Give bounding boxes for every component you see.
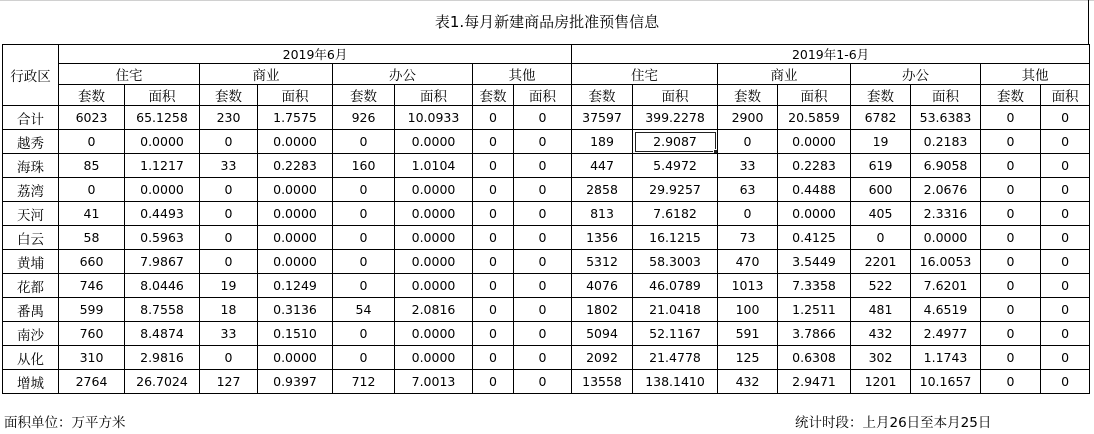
data-cell[interactable]: 138.1410 [633,370,718,394]
data-cell[interactable]: 0 [473,226,514,250]
data-cell[interactable]: 0 [1041,322,1090,346]
data-cell[interactable]: 0 [333,226,395,250]
data-cell[interactable]: 53.6383 [911,106,981,130]
data-cell[interactable]: 0 [473,274,514,298]
data-cell[interactable]: 0 [200,250,258,274]
data-cell[interactable]: 33 [200,322,258,346]
data-cell[interactable]: 0 [473,154,514,178]
data-cell[interactable]: 0.0000 [258,178,333,202]
data-cell[interactable]: 16.1215 [633,226,718,250]
data-cell[interactable]: 0.0000 [778,130,851,154]
table-row [3,202,1090,226]
data-cell[interactable]: 1013 [718,274,778,298]
subheader-count[interactable]: 套数 [718,85,778,106]
data-cell[interactable]: 0 [59,178,125,202]
data-cell[interactable]: 2.0676 [911,178,981,202]
data-cell[interactable]: 0.0000 [125,178,200,202]
data-cell[interactable]: 813 [572,202,633,226]
data-cell[interactable]: 0.2183 [911,130,981,154]
data-cell[interactable]: 0 [514,226,572,250]
data-cell[interactable]: 0 [981,298,1041,322]
data-cell[interactable]: 0 [514,274,572,298]
data-cell[interactable]: 0 [200,130,258,154]
header-category[interactable]: 商业 [200,64,333,85]
fill-handle[interactable] [713,149,718,154]
data-cell[interactable]: 5312 [572,250,633,274]
table-row [3,298,1090,322]
row-region-cell[interactable]: 荔湾 [3,178,59,202]
data-cell[interactable]: 3.7866 [778,322,851,346]
data-cell[interactable]: 2764 [59,370,125,394]
data-cell[interactable]: 13558 [572,370,633,394]
table-row [3,346,1090,370]
data-cell[interactable]: 0.1510 [258,322,333,346]
subheader-count[interactable]: 套数 [473,85,514,106]
data-cell[interactable]: 6.9058 [911,154,981,178]
data-cell[interactable]: 0 [473,298,514,322]
data-cell[interactable]: 1.7575 [258,106,333,130]
header-category[interactable]: 住宅 [59,64,200,85]
data-cell[interactable]: 0.3136 [258,298,333,322]
data-cell[interactable]: 0 [200,178,258,202]
data-cell[interactable]: 189 [572,130,633,154]
data-cell[interactable]: 33 [200,154,258,178]
data-cell[interactable]: 2900 [718,106,778,130]
subheader-count[interactable]: 套数 [851,85,911,106]
data-cell[interactable]: 26.7024 [125,370,200,394]
data-cell[interactable]: 0 [333,130,395,154]
data-cell[interactable]: 405 [851,202,911,226]
data-cell[interactable]: 4076 [572,274,633,298]
data-cell[interactable]: 0 [981,154,1041,178]
column-header-region[interactable]: 行政区 [3,45,59,106]
data-cell[interactable]: 0.9397 [258,370,333,394]
data-cell[interactable]: 6782 [851,106,911,130]
data-cell[interactable]: 0 [981,106,1041,130]
data-cell[interactable]: 481 [851,298,911,322]
data-cell[interactable]: 0 [514,178,572,202]
subheader-area[interactable]: 面积 [514,85,572,106]
data-cell[interactable]: 432 [851,322,911,346]
subheader-area[interactable]: 面积 [911,85,981,106]
data-cell[interactable]: 0 [1041,154,1090,178]
data-cell[interactable]: 619 [851,154,911,178]
footer-unit-note: 面积单位：万平方米 [4,415,126,431]
row-region-cell[interactable]: 越秀 [3,130,59,154]
data-cell[interactable]: 0 [514,106,572,130]
data-cell[interactable]: 0 [473,106,514,130]
data-cell[interactable]: 4.6519 [911,298,981,322]
header-period-1[interactable]: 2019年6月 [59,45,572,64]
data-cell[interactable]: 2.9471 [778,370,851,394]
data-cell[interactable]: 591 [718,322,778,346]
row-region-cell[interactable]: 南沙 [3,322,59,346]
data-cell[interactable]: 0.0000 [395,202,473,226]
data-cell[interactable]: 125 [718,346,778,370]
data-cell[interactable]: 0 [1041,202,1090,226]
data-cell[interactable]: 0 [981,250,1041,274]
data-cell[interactable]: 46.0789 [633,274,718,298]
row-region-cell[interactable]: 天河 [3,202,59,226]
data-cell[interactable]: 926 [333,106,395,130]
header-category[interactable]: 商业 [718,64,851,85]
data-cell[interactable]: 0.0000 [395,274,473,298]
row-region-cell[interactable]: 合计 [3,106,59,130]
data-cell[interactable]: 0.0000 [395,178,473,202]
footer-period-note: 统计时段：上月26日至本月25日 [795,415,992,431]
row-region-cell[interactable]: 从化 [3,346,59,370]
table-row [3,178,1090,202]
data-cell[interactable]: 0 [473,370,514,394]
data-cell[interactable]: 599 [59,298,125,322]
table-row [3,106,1090,130]
data-cell[interactable]: 0.0000 [395,322,473,346]
data-cell[interactable]: 0 [1041,226,1090,250]
header-category[interactable]: 其他 [981,64,1090,85]
data-cell[interactable]: 0 [59,130,125,154]
data-cell[interactable]: 0.0000 [258,250,333,274]
data-cell[interactable]: 0 [1041,274,1090,298]
data-cell[interactable]: 230 [200,106,258,130]
header-row-categories [3,64,1090,85]
data-cell[interactable]: 0 [514,370,572,394]
data-cell[interactable]: 0.0000 [395,226,473,250]
selected-cell[interactable]: 2.9087 [633,130,718,154]
data-cell[interactable]: 0.4488 [778,178,851,202]
data-cell[interactable]: 127 [200,370,258,394]
data-cell[interactable]: 58.3003 [633,250,718,274]
data-cell[interactable]: 6023 [59,106,125,130]
header-row-subheaders [3,85,1090,106]
data-cell[interactable]: 0 [1041,250,1090,274]
data-cell[interactable]: 0 [473,322,514,346]
presale-table [2,44,1090,394]
data-cell[interactable]: 0.1249 [258,274,333,298]
data-cell[interactable]: 1.1743 [911,346,981,370]
subheader-area[interactable]: 面积 [1041,85,1090,106]
data-cell[interactable]: 0 [981,178,1041,202]
table-title: 表1.每月新建商品房批准预售信息 [434,13,660,31]
data-cell[interactable]: 1356 [572,226,633,250]
header-row-periods [3,45,1090,64]
data-cell[interactable]: 0 [514,346,572,370]
data-cell[interactable]: 20.5859 [778,106,851,130]
table-body [3,45,1090,394]
data-cell[interactable]: 0 [981,346,1041,370]
data-cell[interactable]: 0 [514,250,572,274]
data-cell[interactable]: 29.9257 [633,178,718,202]
data-cell[interactable]: 0 [981,226,1041,250]
row-region-cell[interactable]: 番禺 [3,298,59,322]
data-cell[interactable]: 0 [1041,298,1090,322]
data-cell[interactable]: 2201 [851,250,911,274]
data-cell[interactable]: 0 [851,226,911,250]
table-row [3,130,1090,154]
subheader-count[interactable]: 套数 [200,85,258,106]
data-cell[interactable]: 0 [473,178,514,202]
data-cell[interactable]: 63 [718,178,778,202]
data-cell[interactable]: 0 [981,130,1041,154]
data-cell[interactable]: 0 [333,250,395,274]
data-cell[interactable]: 0 [1041,346,1090,370]
data-cell[interactable]: 1201 [851,370,911,394]
data-cell[interactable]: 0.0000 [258,202,333,226]
data-cell[interactable]: 5.4972 [633,154,718,178]
data-cell[interactable]: 8.0446 [125,274,200,298]
data-cell[interactable]: 470 [718,250,778,274]
table-row [3,370,1090,394]
data-cell[interactable]: 0 [514,130,572,154]
data-cell[interactable]: 0 [1041,106,1090,130]
data-cell[interactable]: 0 [200,202,258,226]
table-row [3,274,1090,298]
data-cell[interactable]: 0 [1041,130,1090,154]
data-cell[interactable]: 0 [981,202,1041,226]
data-cell[interactable]: 432 [718,370,778,394]
data-cell[interactable]: 160 [333,154,395,178]
data-cell[interactable]: 746 [59,274,125,298]
data-cell[interactable]: 65.1258 [125,106,200,130]
data-cell[interactable]: 19 [851,130,911,154]
row-region-cell[interactable]: 黄埔 [3,250,59,274]
data-cell[interactable]: 0.0000 [911,226,981,250]
data-cell[interactable]: 1.0104 [395,154,473,178]
data-cell[interactable]: 85 [59,154,125,178]
data-cell[interactable]: 600 [851,178,911,202]
data-cell[interactable]: 3.5449 [778,250,851,274]
data-cell[interactable]: 7.3358 [778,274,851,298]
data-cell[interactable]: 660 [59,250,125,274]
data-cell[interactable]: 0 [718,130,778,154]
header-category[interactable]: 住宅 [572,64,718,85]
data-cell[interactable]: 16.0053 [911,250,981,274]
data-cell[interactable]: 0 [981,370,1041,394]
data-cell[interactable]: 10.1657 [911,370,981,394]
data-cell[interactable]: 18 [200,298,258,322]
table-row [3,154,1090,178]
data-cell[interactable]: 0 [514,298,572,322]
data-cell[interactable]: 1.2511 [778,298,851,322]
data-cell[interactable]: 0.0000 [395,130,473,154]
data-cell[interactable]: 0.4125 [778,226,851,250]
subheader-area[interactable]: 面积 [125,85,200,106]
data-cell[interactable]: 0 [200,226,258,250]
data-cell[interactable]: 37597 [572,106,633,130]
data-cell[interactable]: 7.6182 [633,202,718,226]
subheader-count[interactable]: 套数 [333,85,395,106]
data-cell[interactable]: 7.0013 [395,370,473,394]
data-cell[interactable]: 2.9816 [125,346,200,370]
data-cell[interactable]: 2.4977 [911,322,981,346]
data-cell[interactable]: 33 [718,154,778,178]
data-cell[interactable]: 0 [473,130,514,154]
subheader-count[interactable]: 套数 [981,85,1041,106]
data-cell[interactable]: 522 [851,274,911,298]
header-category[interactable]: 办公 [333,64,473,85]
data-cell[interactable]: 2.3316 [911,202,981,226]
data-cell[interactable]: 0 [333,346,395,370]
data-cell[interactable]: 0.0000 [395,250,473,274]
data-cell[interactable]: 8.4874 [125,322,200,346]
data-cell[interactable]: 712 [333,370,395,394]
data-cell[interactable]: 0.0000 [258,346,333,370]
row-region-cell[interactable]: 海珠 [3,154,59,178]
data-cell[interactable]: 0 [200,346,258,370]
data-cell[interactable]: 0.4493 [125,202,200,226]
data-cell[interactable]: 58 [59,226,125,250]
data-cell[interactable]: 54 [333,298,395,322]
data-cell[interactable]: 310 [59,346,125,370]
header-category[interactable]: 其他 [473,64,572,85]
data-cell[interactable]: 1.1217 [125,154,200,178]
data-cell[interactable]: 100 [718,298,778,322]
data-cell[interactable]: 52.1167 [633,322,718,346]
data-cell[interactable]: 0 [514,154,572,178]
data-cell[interactable]: 0 [1041,178,1090,202]
table-row [3,322,1090,346]
row-region-cell[interactable]: 花都 [3,274,59,298]
data-cell[interactable]: 0 [514,322,572,346]
data-cell[interactable]: 0 [333,274,395,298]
data-cell[interactable]: 0 [981,274,1041,298]
subheader-area[interactable]: 面积 [395,85,473,106]
data-cell[interactable]: 0.0000 [395,346,473,370]
data-cell[interactable]: 302 [851,346,911,370]
data-cell[interactable]: 19 [200,274,258,298]
data-cell[interactable]: 0 [473,250,514,274]
subheader-count[interactable]: 套数 [572,85,633,106]
subheader-area[interactable]: 面积 [258,85,333,106]
data-cell[interactable]: 0 [333,202,395,226]
data-cell[interactable]: 0 [473,202,514,226]
data-cell[interactable]: 2858 [572,178,633,202]
data-cell[interactable]: 0.6308 [778,346,851,370]
subheader-area[interactable]: 面积 [778,85,851,106]
data-cell[interactable]: 2092 [572,346,633,370]
header-category[interactable]: 办公 [851,64,981,85]
row-region-cell[interactable]: 白云 [3,226,59,250]
data-cell[interactable]: 0 [981,322,1041,346]
data-cell[interactable]: 0.2283 [258,154,333,178]
subheader-area[interactable]: 面积 [633,85,718,106]
data-cell[interactable]: 8.7558 [125,298,200,322]
data-cell[interactable]: 447 [572,154,633,178]
data-cell[interactable]: 21.0418 [633,298,718,322]
subheader-count[interactable]: 套数 [59,85,125,106]
data-cell[interactable]: 0.2283 [778,154,851,178]
data-cell[interactable]: 73 [718,226,778,250]
header-period-2[interactable]: 2019年1-6月 [572,45,1090,64]
data-cell[interactable]: 0.0000 [258,226,333,250]
data-cell[interactable]: 0.0000 [778,202,851,226]
table-row [3,250,1090,274]
data-cell[interactable]: 5094 [572,322,633,346]
data-cell[interactable]: 0 [473,346,514,370]
data-cell[interactable]: 0.5963 [125,226,200,250]
data-cell[interactable]: 10.0933 [395,106,473,130]
data-cell[interactable]: 760 [59,322,125,346]
data-cell[interactable]: 0.0000 [125,130,200,154]
data-cell[interactable]: 0 [333,178,395,202]
data-cell[interactable]: 7.9867 [125,250,200,274]
data-cell[interactable]: 0 [333,322,395,346]
data-cell[interactable]: 0 [1041,370,1090,394]
data-cell[interactable]: 41 [59,202,125,226]
data-cell[interactable]: 2.0816 [395,298,473,322]
data-cell[interactable]: 7.6201 [911,274,981,298]
data-cell[interactable]: 0 [514,202,572,226]
row-region-cell[interactable]: 增城 [3,370,59,394]
data-cell[interactable]: 21.4778 [633,346,718,370]
sheet-right-edge [1088,0,1089,44]
table-row [3,226,1090,250]
data-cell[interactable]: 399.2278 [633,106,718,130]
data-cell[interactable]: 0.0000 [258,130,333,154]
data-cell[interactable]: 0 [718,202,778,226]
data-cell[interactable]: 1802 [572,298,633,322]
